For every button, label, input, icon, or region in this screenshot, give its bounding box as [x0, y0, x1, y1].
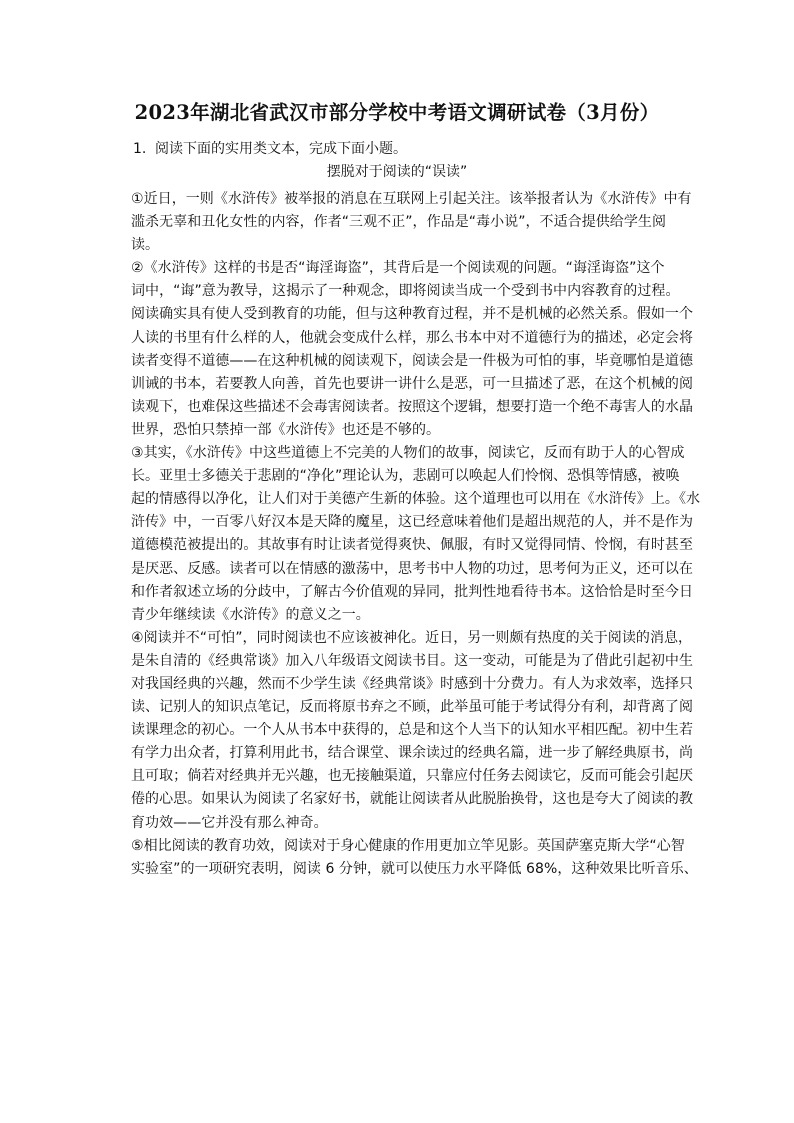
passage-line: 青少年继续读《水浒传》的意义之一。 — [131, 606, 370, 623]
passage-line: 读、记别人的知识点笔记，反而将原书弃之不顾，此举虽可能于考试得分有利，却背离了阅 — [131, 699, 693, 716]
passage-line: ②《水浒传》这样的书是否“诲淫诲盗”，其背后是一个阅读观的问题。“诲淫诲盗”这个 — [131, 260, 665, 277]
passage-line: 且可取；倘若对经典并无兴趣，也无接触渠道，只靠应付任务去阅读它，反而可能会引起厌 — [131, 768, 693, 785]
passage-line: 读观下，也难保这些描述不会毒害阅读者。按照这个逻辑，想要打造一个绝不毒害人的水晶 — [131, 398, 693, 415]
passage-line: ⑤相比阅读的教育功效，阅读对于身心健康的作用更加立竿见影。英国萨塞克斯大学“心智 — [131, 837, 685, 854]
passage-line: 浒传》中，一百零八好汉本是天降的魔星，这已经意味着他们是超出规范的人，并不是作为 — [131, 514, 693, 531]
passage-line: 道德模范被提出的。其故事有时让读者觉得爽快、佩服，有时又觉得同情、怜悯，有时甚至 — [131, 537, 693, 554]
passage-line: 阅读确实具有使人受到教育的功能，但与这种教育过程，并不是机械的必然关系。假如一个 — [131, 306, 693, 323]
passage-line: 是厌恶、反感。读者可以在情感的激荡中，思考书中人物的功过，思考何为正义，还可以在 — [131, 560, 693, 577]
passage-line: 人读的书里有什么样的人，他就会变成什么样，那么书本中对不道德行为的描述，必定会将 — [131, 329, 693, 346]
passage-line: 实验室”的一项研究表明，阅读 6 分钟，就可以使压力水平降低 68%，这种效果比听音乐、 — [131, 860, 698, 877]
question-number: 1. — [133, 141, 147, 157]
passage-line: 长。亚里士多德关于悲剧的“净化”理论认为，悲剧可以唤起人们怜悯、恐惧等情感，被唤 — [131, 468, 680, 485]
passage-line: 和作者叙述立场的分歧中，了解古今价值观的异同，批判性地看待书本。这恰恰是时至今日 — [131, 583, 693, 600]
passage-line: 训诫的书本，若要教人向善，首先也要讲一讲什么是恶，可一旦描述了恶，在这个机械的阅 — [131, 375, 693, 392]
passage-line: 倦的心思。如果认为阅读了名家好书，就能让阅读者从此脱胎换骨，这也是夸大了阅读的教 — [131, 791, 693, 808]
passage-line: 词中，“诲”意为教导，这揭示了一种观念，即将阅读当成一个受到书中内容教育的过程。 — [131, 283, 680, 300]
passage-line: 起的情感得以净化，让人们对于美德产生新的体验。这个道理也可以用在《水浒传》上。《水 — [131, 491, 701, 508]
passage-line: 读者变得不道德——在这种机械的阅读观下，阅读会是一件极为可怕的事，毕竟哪怕是道德 — [131, 352, 693, 369]
passage-line: 读。 — [131, 237, 160, 254]
passage-line: 世界，恐怕只禁掉一部《水浒传》也还是不够的。 — [131, 421, 441, 438]
passage-line: 滥杀无辜和丑化女性的内容，作者“三观不正”，作品是“毒小说”，不适合提供给学生阅 — [131, 214, 667, 231]
passage-body — [131, 188, 701, 881]
passage-line: 有学力出众者，打算利用此书，结合课堂、课余读过的经典名篇，进一步了解经典原书，尚 — [131, 745, 693, 762]
question-instruction: 阅读下面的实用类文本，完成下面小题。 — [155, 141, 407, 157]
question-prompt — [133, 138, 407, 158]
passage-line: 是朱自清的《经典常谈》加入八年级语文阅读书目。这一变动，可能是为了借此引起初中生 — [131, 652, 693, 669]
passage-line: 对我国经典的兴趣，然而不少学生读《经典常谈》时感到十分费力。有人为求效率，选择只 — [131, 675, 693, 692]
exam-title: 2023年湖北省武汉市部分学校中考语文调研试卷（3月份） — [134, 101, 660, 124]
passage-line: ③其实，《水浒传》中这些道德上不完美的人物们的故事，阅读它，反而有助于人的心智成 — [131, 445, 685, 462]
passage-title: 摆脱对于阅读的“误读” — [326, 164, 468, 180]
passage-line: ①近日，一则《水浒传》被举报的消息在互联网上引起关注。该举报者认为《水浒传》中有 — [131, 191, 692, 207]
passage-line: ④阅读并不“可怕”，同时阅读也不应该被神化。近日，另一则颇有热度的关于阅读的消息， — [131, 629, 693, 646]
passage-line: 读课理念的初心。一个人从书本中获得的，总是和这个人当下的认知水平相匹配。初中生若 — [131, 722, 693, 739]
passage-line: 育功效——它并没有那么神奇。 — [131, 814, 328, 831]
